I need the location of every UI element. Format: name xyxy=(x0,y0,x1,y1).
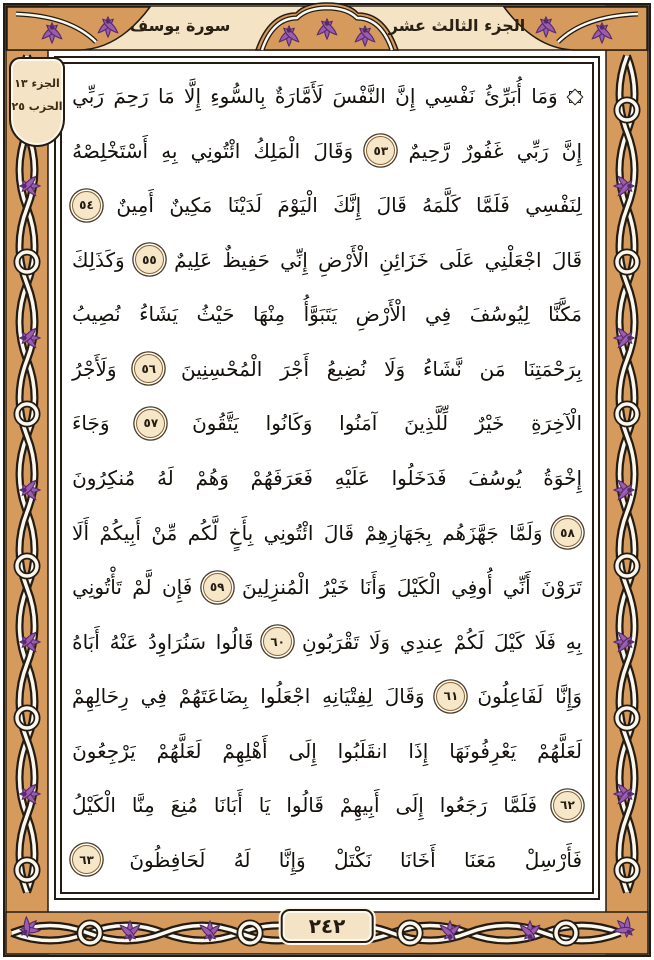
quran-word: ائْتُونِي xyxy=(190,138,241,163)
quran-word: إِلَى xyxy=(395,793,424,818)
ayah-number-marker: ٥٩ xyxy=(203,573,232,602)
quran-word: الْيَوْمَ xyxy=(277,193,318,218)
quran-word: غَفُورٌ xyxy=(462,138,504,163)
quran-word: لَدَيْنَا xyxy=(227,193,263,218)
quran-word: مِّنْ xyxy=(151,520,178,545)
quran-line xyxy=(72,670,582,722)
quran-word: الْأَرْضِ xyxy=(355,302,407,327)
quran-line xyxy=(72,179,582,231)
quran-word: إِنَّكَ xyxy=(333,193,362,218)
quran-word: فَإِن xyxy=(161,575,193,600)
quran-word: فِي xyxy=(424,302,452,327)
quran-word: نَّشَاءُ xyxy=(422,356,462,381)
quran-word: الْكَيْلَ xyxy=(396,575,441,600)
quran-line xyxy=(72,561,582,613)
quran-word: تَرَوْنَ xyxy=(541,575,582,600)
quran-word: إِخْوَةُ xyxy=(543,465,582,490)
quran-word: تَقْرَبُونِ xyxy=(301,629,360,654)
quran-text-frame xyxy=(54,56,600,900)
quran-word: إِذَا xyxy=(408,738,429,763)
quran-word: أَبِيكُمْ xyxy=(99,520,141,545)
quran-word: يَتَّقُونَ xyxy=(192,411,239,436)
quran-word: جَهَّزَهُم xyxy=(442,520,499,545)
quran-word: وَمَا xyxy=(531,84,558,108)
quran-word: لِنَفْسِي xyxy=(525,193,582,218)
ayah-number-marker: ٦٣ xyxy=(72,845,101,874)
quran-line xyxy=(72,397,582,449)
quran-word: وَجَاءَ xyxy=(72,411,110,436)
ayah-number-marker: ٥٤ xyxy=(72,191,101,220)
quran-line xyxy=(72,779,582,831)
quran-word: خَيْرُ xyxy=(319,575,350,600)
quran-word: وَلَمَّا xyxy=(509,520,543,545)
quran-word: وَكَانُوا xyxy=(265,411,313,436)
quran-word: يَرْجِعُونَ xyxy=(72,738,136,763)
quran-word: النَّفْسَ xyxy=(332,84,386,108)
quran-word: أَبَانَا xyxy=(213,793,243,818)
quran-word: أَهْلِهِمْ xyxy=(222,738,268,763)
quran-word: وَكَذَلِكَ xyxy=(72,247,125,272)
quran-word: الْمَلِكُ xyxy=(253,138,301,163)
quran-word: يُوسُفَ xyxy=(468,465,522,490)
quran-word: فَلَمَّا xyxy=(503,793,538,818)
quran-word: بِأَخٍ xyxy=(228,520,254,545)
quran-word: وَأَنَا xyxy=(359,575,387,600)
quran-word: نَفْسِي xyxy=(424,84,475,108)
quran-line xyxy=(72,834,582,886)
quran-word: وَلَا xyxy=(369,629,391,654)
quran-word: رَبِّي xyxy=(72,84,105,108)
quran-line xyxy=(72,288,582,340)
quran-word: إِنَّ xyxy=(395,84,416,108)
quran-word: إِنِّي xyxy=(280,247,308,272)
quran-word: رِحَالِهِمْ xyxy=(72,684,129,709)
quran-word: قَالُوا xyxy=(215,629,254,654)
quran-word: مِنْهَا xyxy=(253,302,286,327)
quran-word: بِرَحْمَتِنَا xyxy=(523,356,582,381)
quran-line xyxy=(72,725,582,777)
surah-title-cartouche: سورة يوسف xyxy=(129,16,231,35)
margin-hizb-label: الحزب ٢٥ xyxy=(11,100,63,114)
quran-word: تَأْتُونِي xyxy=(72,575,122,600)
quran-word: اجْعَلْنِي xyxy=(484,247,542,272)
quran-word: أَنِّي xyxy=(502,575,531,600)
quran-word: وَقَالَ xyxy=(313,138,354,163)
quran-line xyxy=(72,343,582,395)
quran-word: أَخَانَا xyxy=(400,847,436,872)
quran-word: الْأَرْضِ xyxy=(318,247,369,272)
quran-word: لَفَاعِلُونَ xyxy=(477,684,544,709)
ayah-number-marker: ٦٠ xyxy=(263,627,292,656)
quran-word: آمَنُوا xyxy=(339,411,378,436)
quran-word: قَالَ xyxy=(376,193,407,218)
quran-word: مُنِعَ xyxy=(170,793,198,818)
quran-word: فَعَرَفَهُمْ xyxy=(250,465,313,490)
quran-word: رَبِّي xyxy=(516,138,549,163)
quran-word: خَيْرٌ xyxy=(474,411,505,436)
quran-word: اجْعَلُوا xyxy=(260,684,311,709)
quran-word: وَلَأَجْرُ xyxy=(72,356,117,381)
quran-word: لَأَمَّارَةٌ xyxy=(274,84,324,108)
quran-word: عَلِيمٌ xyxy=(174,247,213,272)
quran-word: بِالسُّوءِ xyxy=(210,84,266,108)
margin-juz-hizb-tab xyxy=(9,57,65,147)
quran-word: بِجَهَازِهِمْ xyxy=(364,520,432,545)
ayah-number-marker: ٥٥ xyxy=(135,245,164,274)
quran-word: عَنْهُ xyxy=(109,629,139,654)
quran-word: رَحِمَ xyxy=(113,84,149,108)
quran-word: أَسْتَخْلِصْهُ xyxy=(72,138,149,163)
quran-word: فَأَرْسِلْ xyxy=(524,847,582,872)
quran-word: مَعَنَا xyxy=(464,847,497,872)
quran-word: وَلَا xyxy=(384,356,406,381)
quran-word: الْمُحْسِنِينَ xyxy=(181,356,263,381)
rub-el-hizb-icon xyxy=(567,89,582,104)
quran-word: أُبَرِّئُ xyxy=(484,84,522,108)
quran-word: بِهِ xyxy=(161,138,178,163)
quran-word: يَشَاءُ xyxy=(139,302,178,327)
quran-word: نَكْتَلْ xyxy=(333,847,372,872)
quran-word: فِي xyxy=(140,684,167,709)
quran-word: لَّكُم xyxy=(187,520,219,545)
quran-word: وَقَالَ xyxy=(384,684,425,709)
quran-word: يَا xyxy=(258,793,271,818)
quran-word: يَعْرِفُونَهَا xyxy=(449,738,517,763)
quran-word: فَلَمَّا xyxy=(476,193,510,218)
quran-word: لِّلَّذِينَ xyxy=(404,411,449,436)
juz-title-cartouche: الجزء الثالث عشر xyxy=(388,16,526,35)
quran-word: مَا xyxy=(157,84,175,108)
quran-word: حَفِيظٌ xyxy=(222,247,270,272)
quran-word: فَلَا xyxy=(534,629,556,654)
quran-word: قَالَ xyxy=(323,520,355,545)
quran-word: ائْتُونِي xyxy=(263,520,314,545)
quran-word: سَنُرَاوِدُ xyxy=(148,629,206,654)
quran-word: قَالُوا xyxy=(286,793,324,818)
quran-word: الْكَيْلُ xyxy=(72,793,116,818)
quran-word: انقَلَبُوا xyxy=(337,738,388,763)
quran-word: عَلَى xyxy=(439,247,475,272)
quran-word: إِنَّ xyxy=(561,138,582,163)
margin-juz-label: الجزء ١٣ xyxy=(14,77,60,90)
quran-word: نُصِيبُ xyxy=(72,302,121,327)
quran-word: عَلَيْهِ xyxy=(334,465,370,490)
quran-word: أَبَاهُ xyxy=(72,629,100,654)
quran-word: مَكِينٌ xyxy=(169,193,213,218)
quran-word: أَلَا xyxy=(72,520,89,545)
quran-word: كَلَّمَهُ xyxy=(422,193,461,218)
quran-word: لِفِتْيَانِهِ xyxy=(322,684,373,709)
quran-line xyxy=(72,125,582,177)
quran-word: الْمُنزِلِينَ xyxy=(241,575,310,600)
quran-line xyxy=(72,616,582,668)
quran-word: رَجَعُوا xyxy=(439,793,488,818)
quran-word: لِيُوسُفَ xyxy=(469,302,530,327)
quran-word: مُنكِرُونَ xyxy=(72,465,136,490)
quran-word: الْآخِرَةِ xyxy=(531,411,582,436)
quran-word: أُوفِي xyxy=(451,575,493,600)
quran-line xyxy=(72,70,582,122)
quran-word: عِندِي xyxy=(399,629,444,654)
quran-word: وَإِنَّا xyxy=(278,847,306,872)
quran-word: لَعَلَّهُمْ xyxy=(537,738,582,763)
page-number-cartouche: ٢٤٢ xyxy=(281,909,374,943)
quran-word: إِلَّا xyxy=(184,84,201,108)
quran-word: كَيْلَ xyxy=(493,629,525,654)
quran-word: وَهُمْ xyxy=(195,465,229,490)
quran-word: نُضِيعُ xyxy=(326,356,367,381)
quran-word: مَكَّنَّا xyxy=(548,302,582,327)
quran-word: لَعَلَّهُمْ xyxy=(156,738,202,763)
quran-word: أَجْرَ xyxy=(280,356,310,381)
quran-word: قَالَ xyxy=(551,247,582,272)
quran-word: حَيْثُ xyxy=(196,302,235,327)
quran-word: لَحَافِظُونَ xyxy=(129,847,206,872)
quran-word: بِضَاعَتَهُمْ xyxy=(178,684,249,709)
quran-word: مَن xyxy=(479,356,506,381)
quran-word: إِلَى xyxy=(288,738,317,763)
quran-line xyxy=(72,234,582,286)
ayah-number-marker: ٥٧ xyxy=(136,409,165,438)
quran-line xyxy=(72,507,582,559)
ayah-number-marker: ٥٨ xyxy=(553,518,582,547)
quran-word: يَتَبَوَّأُ xyxy=(303,302,338,327)
ayah-number-marker: ٦١ xyxy=(436,682,465,711)
quran-word: وَإِنَّا xyxy=(555,684,582,709)
quran-line xyxy=(72,452,582,504)
quran-word: خَزَائِنِ xyxy=(379,247,429,272)
quran-word: رَّحِيمٌ xyxy=(408,138,450,163)
ayah-number-marker: ٥٦ xyxy=(134,354,163,383)
quran-word: أَمِينٌ xyxy=(116,193,154,218)
quran-word: لَهُ xyxy=(156,465,174,490)
ayah-number-marker: ٥٣ xyxy=(366,136,395,165)
quran-word: فَدَخَلُوا xyxy=(391,465,447,490)
ayah-number-marker: ٦٢ xyxy=(553,791,582,820)
quran-word: لَهُ xyxy=(233,847,251,872)
quran-word: بِهِ xyxy=(565,629,582,654)
quran-word: لَّمْ xyxy=(132,575,152,600)
quran-lines xyxy=(72,70,582,886)
quran-word: لَكُمْ xyxy=(453,629,485,654)
quran-word: مِنَّا xyxy=(131,793,155,818)
quran-word: أَبِيهِمْ xyxy=(339,793,380,818)
